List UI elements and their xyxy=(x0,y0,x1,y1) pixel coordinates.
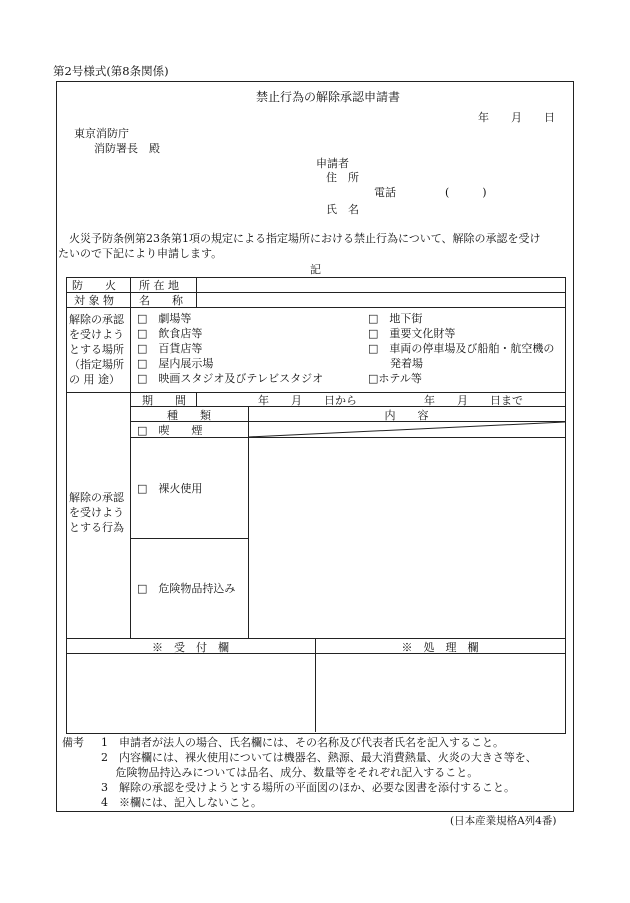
ki-label: 記 xyxy=(310,263,321,276)
applicant-phone-parens: ( ) xyxy=(445,186,487,199)
act-label-line-1: 解除の承認 xyxy=(69,491,124,504)
open-fire-option: □ 裸火使用 xyxy=(137,482,203,495)
place-label-line-1: 解除の承認 xyxy=(69,313,124,326)
smoking-content-diagonal xyxy=(248,421,565,438)
target-label-line2: 対 象 物 xyxy=(74,294,114,307)
type-header: 種 類 xyxy=(167,409,211,422)
form-title: 禁止行為の解除承認申請書 xyxy=(256,90,401,104)
addressee-org: 東京消防庁 xyxy=(74,127,129,140)
note-item-4: 3 解除の承認を受けようとする場所の平面図のほか、必要な図書を添付すること。 xyxy=(101,781,515,794)
place-option-5: □ホテル等 xyxy=(368,372,422,385)
name-label: 名 称 xyxy=(139,294,183,307)
applicant-address-label: 住 所 xyxy=(326,171,359,184)
act-label-line-3: とする行為 xyxy=(69,521,124,534)
place-option-2: □ 重要文化財等 xyxy=(368,327,456,340)
period-to: 年 月 日まで xyxy=(424,394,523,407)
place-option-5: □ 映画スタジオ及びテレビスタジオ xyxy=(137,372,324,385)
reception-header: ※ 受 付 欄 xyxy=(152,641,229,654)
applicant-label: 申請者 xyxy=(316,157,349,170)
hazardous-option: □ 危険物品持込み xyxy=(137,582,236,595)
body-text-line2: たいので下記により申請します。 xyxy=(58,247,223,260)
target-label-line1: 防 火 xyxy=(72,279,116,292)
place-label-line-3: とする場所 xyxy=(69,343,124,356)
place-option-2: □ 飲食店等 xyxy=(137,327,203,340)
place-label-line-4: （指定場所 xyxy=(69,358,124,371)
place-option-4: □ 屋内展示場 xyxy=(137,357,214,370)
place-option-3: □ 百貨店等 xyxy=(137,342,203,355)
addressee-chief: 消防署長 殿 xyxy=(94,142,160,155)
period-from: 年 月 日から xyxy=(258,394,357,407)
date-line: 年 月 日 xyxy=(478,111,555,124)
form-number: 第2号様式(第8条関係) xyxy=(53,64,169,78)
place-option-4: 発着場 xyxy=(368,357,423,370)
note-item-5: 4 ※欄には、記入しないこと。 xyxy=(101,796,262,809)
applicant-phone-label: 電話 xyxy=(374,186,396,199)
place-option-3: □ 車両の停車場及び船舶・航空機の xyxy=(368,342,555,355)
notes-label: 備考 xyxy=(62,736,84,749)
processing-header: ※ 処 理 欄 xyxy=(401,641,479,654)
place-label-line-2: を受けよう xyxy=(69,328,124,341)
content-header: 内 容 xyxy=(384,409,429,422)
applicant-name-label: 氏 名 xyxy=(326,203,359,216)
body-text-line1: 火災予防条例第23条第1項の規定による指定場所における禁止行為について、解除の承認を受け xyxy=(58,232,541,245)
act-label-line-2: を受けよう xyxy=(69,506,124,519)
place-option-1: □ 劇場等 xyxy=(137,312,192,325)
place-option-1: □ 地下街 xyxy=(368,312,423,325)
note-item-1: 1 申請者が法人の場合、氏名欄には、その名称及び代表者氏名を記入すること。 xyxy=(101,736,504,749)
place-label-line-5: の 用 途） xyxy=(69,373,120,386)
note-item-3: 危険物品持込みについては品名、成分、数量等をそれぞれ記入すること。 xyxy=(101,766,479,779)
location-label: 所 在 地 xyxy=(139,279,179,292)
smoking-option: □ 喫 煙 xyxy=(137,424,203,437)
paper-size-note: (日本産業規格A列4番) xyxy=(450,815,557,827)
period-label: 期 間 xyxy=(142,394,186,407)
note-item-2: 2 内容欄には、裸火使用については機器名、熱源、最大消費熱量、火炎の大きさ等を、 xyxy=(101,751,537,764)
